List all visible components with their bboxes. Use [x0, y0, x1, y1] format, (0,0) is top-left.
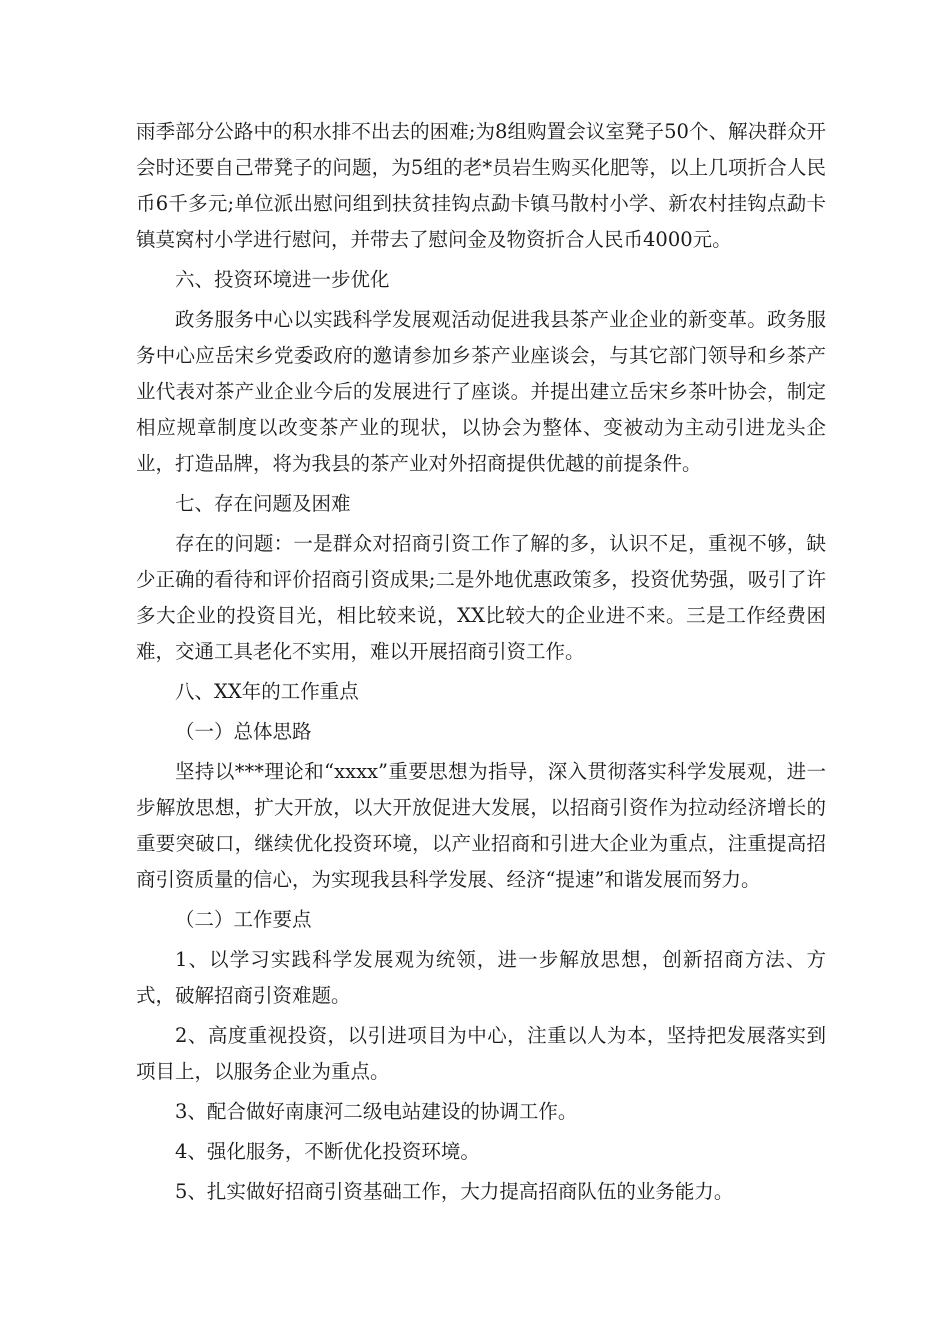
- heading-problems-difficulties: 七、存在问题及困难: [175, 492, 351, 515]
- subheading-overall-approach: （一）总体思路: [175, 720, 312, 743]
- heading-work-priorities: 八、XX年的工作重点: [175, 680, 359, 703]
- subheading-work-points: （二）工作要点: [175, 908, 312, 931]
- list-item-work-point-5: 5、扎实做好招商引资基础工作，大力提高招商队伍的业务能力。: [175, 1180, 734, 1203]
- paragraph-poverty-relief-continued: 雨季部分公路中的积水排不出去的困难;为8组购置会议室凳子50个、解决群众开会时还要自己带凳子的问题，为5组的老*员岩生购买化肥等，以上几项折合人民币6千多元;单位派出慰问组到扶贫挂钩点勐卡镇马散村小学、新农村挂钩点勐卡镇莫窝村小学进行慰问，并带去了慰问金及物资折合人民币4000元。: [136, 120, 826, 251]
- paragraph-existing-problems: 存在的问题：一是群众对招商引资工作了解的多，认识不足，重视不够，缺少正确的看待和评价招商引资成果;二是外地优惠政策多，投资优势强，吸引了许多大企业的投资目光，相比较来说，XX比较大的企业进不来。三是工作经费困难，交通工具老化不实用，难以开展招商引资工作。: [136, 532, 826, 663]
- paragraph-tea-industry: 政务服务中心以实践科学发展观活动促进我县茶产业企业的新变革。政务服务中心应岳宋乡党委政府的邀请参加乡茶产业座谈会，与其它部门领导和乡茶产业代表对茶产业企业今后的发展进行了座谈。并提出建立岳宋乡茶叶协会，制定相应规章制度以改变茶产业的现状，以协会为整体、变被动为主动引进龙头企业，打造品牌，将为我县的茶产业对外招商提供优越的前提条件。: [136, 308, 826, 475]
- heading-investment-environment: 六、投资环境进一步优化: [175, 268, 390, 291]
- list-item-work-point-4: 4、强化服务，不断优化投资环境。: [175, 1140, 480, 1163]
- document-body: [136, 114, 826, 1214]
- list-item-work-point-3: 3、配合做好南康河二级电站建设的协调工作。: [175, 1100, 578, 1123]
- paragraph-overall-approach: 坚持以***理论和“xxxx”重要思想为指导，深入贯彻落实科学发展观，进一步解放思想，扩大开放，以大开放促进大发展，以招商引资作为拉动经济增长的重要突破口，继续优化投资环境，以产业招商和引进大企业为重点，注重提高招商引资质量的信心，为实现我县科学发展、经济“提速”和谐发展而努力。: [136, 760, 826, 891]
- list-item-work-point-1: 1、以学习实践科学发展观为统领，进一步解放思想，创新招商方法、方式，破解招商引资难题。: [136, 948, 826, 1007]
- list-item-work-point-2: 2、高度重视投资，以引进项目为中心，注重以人为本，坚持把发展落实到项目上，以服务企业为重点。: [136, 1024, 826, 1083]
